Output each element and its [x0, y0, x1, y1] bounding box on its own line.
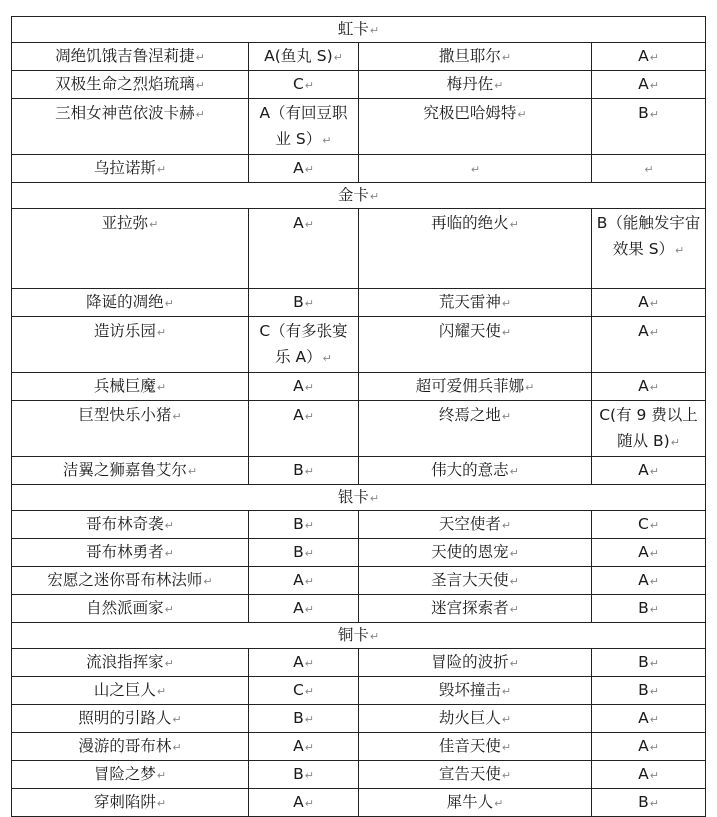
card-grade-left	[249, 209, 359, 289]
card-grade-left	[249, 789, 359, 817]
card-name-right	[359, 289, 592, 317]
paragraph-mark-icon: ↵	[304, 575, 314, 588]
card-name-left-text: 巨型快乐小猪	[78, 406, 172, 424]
paragraph-mark-icon: ↵	[304, 465, 314, 478]
card-name-right-text: 闪耀天使	[438, 322, 501, 340]
card-grade-right	[592, 595, 706, 623]
card-name-right-text: 迷宫探索者	[431, 599, 509, 617]
card-grade-left	[249, 71, 359, 99]
card-grade-right	[592, 457, 706, 485]
card-name-right-text: 再临的绝火	[431, 214, 509, 232]
card-grade-left-text: A	[293, 737, 304, 755]
paragraph-mark-icon: ↵	[501, 769, 512, 782]
table-row	[12, 789, 706, 817]
card-name-right	[359, 43, 592, 71]
card-name-right	[359, 99, 592, 155]
table-row	[12, 705, 706, 733]
paragraph-mark-icon: ↵	[149, 218, 159, 231]
card-name-left-text: 降诞的凋绝	[86, 293, 164, 311]
card-grade-right-text: A	[638, 737, 649, 755]
card-grade-left-text: A	[293, 406, 304, 424]
card-name-left-text: 洁翼之狮嘉鲁艾尔	[62, 461, 187, 479]
card-name-right-text: 天空使者	[438, 515, 501, 533]
paragraph-mark-icon: ↵	[369, 630, 380, 643]
card-grade-right-text: A	[638, 322, 649, 340]
section-title	[12, 623, 706, 649]
table-row	[12, 595, 706, 623]
card-grade-right-text: A	[638, 377, 649, 395]
paragraph-mark-icon: ↵	[517, 108, 527, 121]
card-name-left	[12, 789, 249, 817]
card-grade-left-text: A	[293, 793, 304, 811]
paragraph-mark-icon: ↵	[509, 603, 519, 616]
card-grade-right	[592, 511, 706, 539]
paragraph-mark-icon: ↵	[649, 51, 659, 64]
paragraph-mark-icon: ↵	[649, 685, 659, 698]
card-name-left-text: 照明的引路人	[78, 709, 172, 727]
paragraph-mark-icon: ↵	[203, 575, 213, 588]
paragraph-mark-icon: ↵	[156, 769, 167, 782]
card-name-left-text: 三相女神芭依波卡赫	[55, 104, 195, 122]
paragraph-mark-icon: ↵	[304, 603, 314, 616]
card-name-right-text: 圣言大天使	[431, 571, 509, 589]
paragraph-mark-icon: ↵	[649, 519, 660, 532]
paragraph-mark-icon: ↵	[333, 51, 343, 64]
card-name-right	[359, 733, 592, 761]
card-grade-right-text: C(有 9 费以上随从 B)	[599, 406, 698, 450]
paragraph-mark-icon: ↵	[649, 657, 659, 670]
section-title	[12, 17, 706, 43]
paragraph-mark-icon: ↵	[304, 297, 314, 310]
paragraph-mark-icon: ↵	[649, 381, 659, 394]
paragraph-mark-icon: ↵	[649, 326, 659, 339]
paragraph-mark-icon: ↵	[156, 326, 167, 339]
card-grade-left	[249, 677, 359, 705]
card-name-left	[12, 457, 249, 485]
paragraph-mark-icon: ↵	[304, 381, 314, 394]
card-name-left-text: 亚拉弥	[101, 214, 149, 232]
card-name-left-text: 哥布林奇袭	[86, 515, 164, 533]
card-grade-left	[249, 761, 359, 789]
card-name-right-text: 冒险的波折	[431, 653, 509, 671]
section-title-text: 虹卡	[337, 20, 369, 38]
table-row	[12, 511, 706, 539]
section-title-text: 银卡	[337, 488, 369, 506]
card-name-left	[12, 317, 249, 373]
card-name-left	[12, 705, 249, 733]
card-name-right	[359, 761, 592, 789]
card-grade-left	[249, 649, 359, 677]
card-name-left-text: 凋绝饥饿吉鲁涅莉捷	[55, 47, 195, 65]
card-grade-right-text: A	[638, 47, 649, 65]
card-name-right-text: 劫火巨人	[438, 709, 501, 727]
card-grade-left	[249, 43, 359, 71]
card-grade-right	[592, 733, 706, 761]
card-name-left	[12, 401, 249, 457]
table-row	[12, 71, 706, 99]
card-name-left	[12, 539, 249, 567]
card-name-right	[359, 677, 592, 705]
card-name-left-text: 穿刺陷阱	[93, 793, 156, 811]
card-name-left	[12, 155, 249, 183]
card-grade-left	[249, 289, 359, 317]
card-grade-right-text: A	[638, 75, 649, 93]
card-grade-left-text: B	[293, 765, 304, 783]
card-grade-left	[249, 401, 359, 457]
paragraph-mark-icon: ↵	[156, 797, 167, 810]
paragraph-mark-icon: ↵	[494, 79, 504, 92]
paragraph-mark-icon: ↵	[304, 657, 314, 670]
card-grade-right-text: B	[638, 681, 649, 699]
paragraph-mark-icon: ↵	[675, 244, 685, 257]
paragraph-mark-icon: ↵	[649, 797, 659, 810]
card-grade-right	[592, 99, 706, 155]
card-name-left-text: 造访乐园	[93, 322, 156, 340]
paragraph-mark-icon: ↵	[649, 769, 659, 782]
card-grade-right-text: B	[638, 793, 649, 811]
card-grade-left	[249, 155, 359, 183]
card-name-right	[359, 789, 592, 817]
card-name-right	[359, 539, 592, 567]
section-title-text: 铜卡	[337, 626, 369, 644]
paragraph-mark-icon: ↵	[501, 713, 512, 726]
paragraph-mark-icon: ↵	[172, 713, 182, 726]
card-name-left	[12, 209, 249, 289]
paragraph-mark-icon: ↵	[156, 381, 167, 394]
paragraph-mark-icon: ↵	[509, 575, 519, 588]
card-grade-left	[249, 733, 359, 761]
card-name-right-text: 究极巴哈姆特	[423, 104, 517, 122]
paragraph-mark-icon: ↵	[322, 134, 332, 147]
card-grade-right	[592, 401, 706, 457]
paragraph-mark-icon: ↵	[304, 741, 314, 754]
card-name-right-text: 终焉之地	[438, 406, 501, 424]
card-name-right-text: 伟大的意志	[431, 461, 509, 479]
card-name-right-text: 佳音天使	[438, 737, 501, 755]
card-name-right	[359, 705, 592, 733]
paragraph-mark-icon: ↵	[369, 190, 380, 203]
card-grade-right	[592, 71, 706, 99]
card-grade-right	[592, 789, 706, 817]
table-row	[12, 317, 706, 373]
section-title-text: 金卡	[337, 186, 369, 204]
paragraph-mark-icon: ↵	[304, 79, 315, 92]
card-grade-right	[592, 649, 706, 677]
card-name-right-text: 宣告天使	[438, 765, 501, 783]
paragraph-mark-icon: ↵	[509, 547, 519, 560]
paragraph-mark-icon: ↵	[509, 465, 519, 478]
card-name-right	[359, 209, 592, 289]
section-header-row	[12, 17, 706, 43]
card-grade-left-text: C（有多张宴乐 A）	[259, 322, 348, 366]
card-name-left-text: 宏愿之迷你哥布林法师	[47, 571, 203, 589]
card-grade-left-text: B	[293, 293, 304, 311]
card-grade-left	[249, 705, 359, 733]
card-grade-left-text: C	[292, 681, 304, 699]
card-grade-right	[592, 43, 706, 71]
table-row	[12, 733, 706, 761]
card-name-left	[12, 373, 249, 401]
card-grade-left-text: B	[293, 461, 304, 479]
paragraph-mark-icon: ↵	[187, 465, 198, 478]
card-grade-left	[249, 567, 359, 595]
card-grade-right-text: A	[638, 543, 649, 561]
card-grade-left	[249, 317, 359, 373]
paragraph-mark-icon: ↵	[649, 79, 659, 92]
paragraph-mark-icon: ↵	[304, 519, 314, 532]
paragraph-mark-icon: ↵	[494, 797, 504, 810]
table-row	[12, 539, 706, 567]
card-grade-right	[592, 373, 706, 401]
paragraph-mark-icon: ↵	[644, 163, 654, 176]
table-row	[12, 155, 706, 183]
paragraph-mark-icon: ↵	[501, 741, 512, 754]
table-row	[12, 373, 706, 401]
paragraph-mark-icon: ↵	[164, 547, 174, 560]
card-grade-left-text: A	[293, 599, 304, 617]
card-grade-left-text: A	[293, 653, 304, 671]
card-name-right	[359, 649, 592, 677]
paragraph-mark-icon: ↵	[501, 51, 512, 64]
card-name-left	[12, 761, 249, 789]
section-title	[12, 183, 706, 209]
paragraph-mark-icon: ↵	[501, 685, 512, 698]
paragraph-mark-icon: ↵	[322, 352, 332, 365]
paragraph-mark-icon: ↵	[501, 410, 512, 423]
card-grade-left	[249, 373, 359, 401]
card-grade-left-text: B	[293, 515, 304, 533]
card-grade-right	[592, 155, 706, 183]
paragraph-mark-icon: ↵	[304, 769, 314, 782]
card-grade-right-text: A	[638, 709, 649, 727]
card-name-right-text: 毁坏撞击	[438, 681, 501, 699]
card-grade-right	[592, 761, 706, 789]
paragraph-mark-icon: ↵	[164, 657, 174, 670]
card-grade-right	[592, 317, 706, 373]
card-name-left-text: 哥布林勇者	[86, 543, 164, 561]
card-grade-right	[592, 705, 706, 733]
paragraph-mark-icon: ↵	[649, 297, 659, 310]
card-name-right-text: 超可爱佣兵菲娜	[415, 377, 525, 395]
paragraph-mark-icon: ↵	[509, 218, 519, 231]
paragraph-mark-icon: ↵	[501, 519, 512, 532]
card-grade-left-text: B	[293, 709, 304, 727]
paragraph-mark-icon: ↵	[164, 519, 174, 532]
card-grade-left-text: A（有回豆职业 S）	[259, 104, 348, 148]
table-row	[12, 649, 706, 677]
card-grade-right	[592, 289, 706, 317]
card-grade-left-text: A	[293, 159, 304, 177]
card-name-left-text: 流浪指挥家	[86, 653, 164, 671]
card-name-left	[12, 733, 249, 761]
paragraph-mark-icon: ↵	[670, 436, 680, 449]
paragraph-mark-icon: ↵	[304, 713, 314, 726]
card-name-right-text: 犀牛人	[446, 793, 494, 811]
paragraph-mark-icon: ↵	[304, 410, 314, 423]
card-grade-right	[592, 567, 706, 595]
card-name-left	[12, 43, 249, 71]
paragraph-mark-icon: ↵	[304, 547, 314, 560]
card-name-right	[359, 595, 592, 623]
card-grade-right-text: A	[638, 293, 649, 311]
card-name-right-text: 撒旦耶尔	[438, 47, 501, 65]
paragraph-mark-icon: ↵	[156, 163, 167, 176]
card-name-left	[12, 289, 249, 317]
paragraph-mark-icon: ↵	[525, 381, 535, 394]
card-name-left-text: 自然派画家	[86, 599, 164, 617]
section-header-row	[12, 623, 706, 649]
card-grade-left	[249, 595, 359, 623]
card-grade-right-text: A	[638, 571, 649, 589]
card-name-left-text: 山之巨人	[93, 681, 156, 699]
paragraph-mark-icon: ↵	[304, 163, 314, 176]
card-name-right-text: 荒天雷神	[438, 293, 501, 311]
paragraph-mark-icon: ↵	[649, 713, 659, 726]
table-row	[12, 567, 706, 595]
card-grade-left-text: B	[293, 543, 304, 561]
card-grade-right-text: B（能触发宇宙效果 S）	[596, 214, 701, 258]
card-name-left-text: 双极生命之烈焰琉璃	[55, 75, 195, 93]
card-grade-right-text: C	[638, 515, 649, 533]
table-row	[12, 761, 706, 789]
table-row	[12, 43, 706, 71]
card-name-right	[359, 373, 592, 401]
card-grade-left	[249, 457, 359, 485]
card-grade-right	[592, 677, 706, 705]
card-name-left	[12, 511, 249, 539]
card-name-right	[359, 317, 592, 373]
card-name-left-text: 兵械巨魔	[93, 377, 156, 395]
card-grade-left-text: A	[293, 571, 304, 589]
card-name-left	[12, 567, 249, 595]
paragraph-mark-icon: ↵	[304, 218, 314, 231]
card-name-right	[359, 567, 592, 595]
card-grade-left-text: A	[293, 214, 304, 232]
card-name-right-text: 梅丹佐	[446, 75, 494, 93]
paragraph-mark-icon: ↵	[649, 465, 659, 478]
card-name-left-text: 乌拉诺斯	[93, 159, 156, 177]
paragraph-mark-icon: ↵	[156, 685, 167, 698]
card-name-right	[359, 155, 592, 183]
paragraph-mark-icon: ↵	[470, 163, 481, 176]
table-row	[12, 457, 706, 485]
card-name-right	[359, 401, 592, 457]
card-rating-table	[11, 16, 706, 817]
table-row	[12, 99, 706, 155]
card-name-left	[12, 595, 249, 623]
paragraph-mark-icon: ↵	[649, 741, 659, 754]
paragraph-mark-icon: ↵	[172, 741, 182, 754]
card-name-left	[12, 649, 249, 677]
paragraph-mark-icon: ↵	[649, 603, 659, 616]
section-title	[12, 485, 706, 511]
card-name-left	[12, 99, 249, 155]
paragraph-mark-icon: ↵	[649, 547, 659, 560]
table-row	[12, 209, 706, 289]
section-header-row	[12, 183, 706, 209]
paragraph-mark-icon: ↵	[304, 685, 315, 698]
card-name-right-text: 天使的恩宠	[431, 543, 509, 561]
card-name-left-text: 冒险之梦	[93, 765, 156, 783]
card-name-right	[359, 71, 592, 99]
card-rating-table-body	[12, 17, 706, 817]
paragraph-mark-icon: ↵	[501, 297, 512, 310]
paragraph-mark-icon: ↵	[195, 108, 205, 121]
paragraph-mark-icon: ↵	[501, 326, 512, 339]
card-grade-right	[592, 539, 706, 567]
card-grade-right	[592, 209, 706, 289]
paragraph-mark-icon: ↵	[304, 797, 314, 810]
paragraph-mark-icon: ↵	[369, 492, 380, 505]
card-name-left	[12, 71, 249, 99]
card-name-right	[359, 457, 592, 485]
card-name-right	[359, 511, 592, 539]
paragraph-mark-icon: ↵	[509, 657, 519, 670]
paragraph-mark-icon: ↵	[164, 603, 174, 616]
card-grade-left-text: C	[292, 75, 304, 93]
paragraph-mark-icon: ↵	[649, 575, 659, 588]
table-row	[12, 401, 706, 457]
card-grade-right-text: B	[638, 599, 649, 617]
card-grade-left	[249, 99, 359, 155]
table-row	[12, 289, 706, 317]
paragraph-mark-icon: ↵	[172, 410, 182, 423]
paragraph-mark-icon: ↵	[164, 297, 174, 310]
card-grade-left	[249, 539, 359, 567]
paragraph-mark-icon: ↵	[369, 24, 380, 37]
card-grade-left-text: A(鱼丸 S)	[264, 47, 333, 65]
card-grade-right-text: B	[638, 104, 649, 122]
card-grade-right-text: A	[638, 765, 649, 783]
table-row	[12, 677, 706, 705]
section-header-row	[12, 485, 706, 511]
card-name-left	[12, 677, 249, 705]
paragraph-mark-icon: ↵	[195, 79, 205, 92]
card-grade-left	[249, 511, 359, 539]
paragraph-mark-icon: ↵	[195, 51, 205, 64]
paragraph-mark-icon: ↵	[649, 108, 659, 121]
card-grade-right-text: A	[638, 461, 649, 479]
card-name-left-text: 漫游的哥布林	[78, 737, 172, 755]
card-grade-right-text: B	[638, 653, 649, 671]
card-grade-left-text: A	[293, 377, 304, 395]
